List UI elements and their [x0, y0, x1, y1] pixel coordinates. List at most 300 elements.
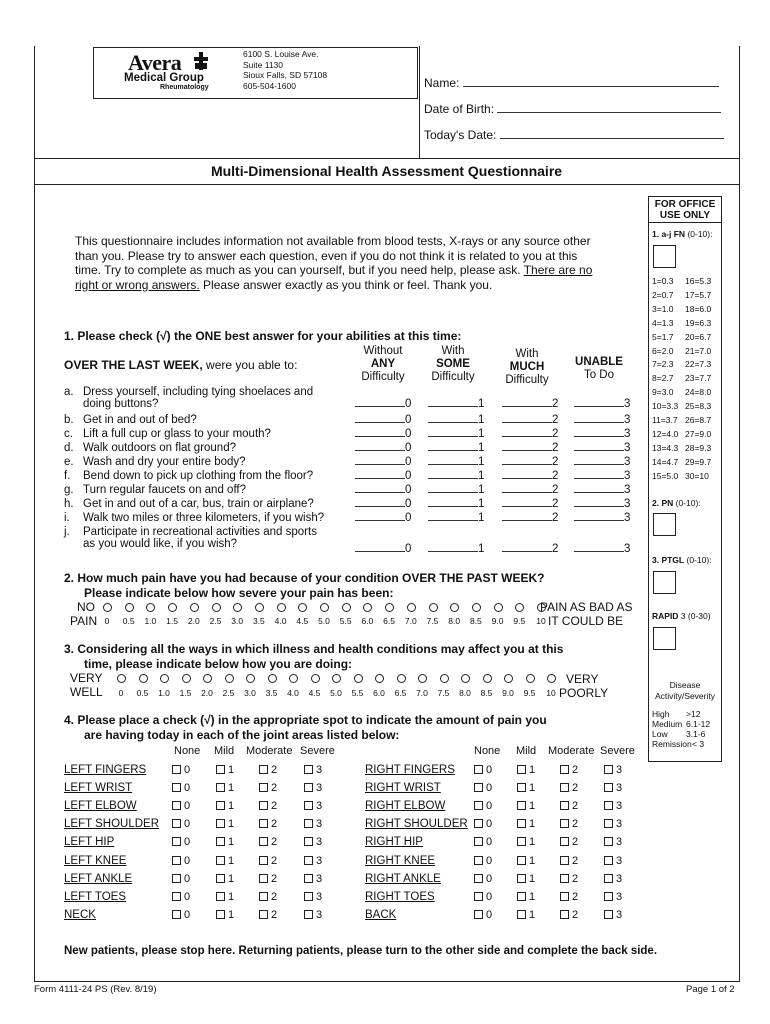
- option-value: 0: [184, 800, 191, 813]
- severity-row: [652, 719, 722, 729]
- answer-h-0[interactable]: [355, 498, 411, 510]
- option-value: 0: [486, 854, 493, 867]
- joint-left-option-0[interactable]: [172, 800, 190, 812]
- joint-left-option-1[interactable]: [216, 764, 234, 776]
- q3-value-label: 1.5: [179, 688, 192, 698]
- answer-score: 2: [552, 470, 559, 482]
- answer-c-3[interactable]: [574, 428, 630, 440]
- option-value: 0: [486, 908, 493, 921]
- q3-option-0[interactable]: [117, 674, 126, 683]
- q2-option-9.0[interactable]: [494, 603, 503, 612]
- q3-option-7.0[interactable]: [418, 674, 427, 683]
- answer-g-1[interactable]: [428, 484, 484, 496]
- checkbox: [216, 856, 225, 865]
- option-value: 3: [616, 818, 623, 831]
- q2-value-label: 0.5: [122, 616, 135, 626]
- joint-left-option-0[interactable]: [172, 818, 190, 830]
- clinic-address: 6100 S. Louise Ave. Suite 1130 Sioux Falls, SD 57108 605-504-1600: [243, 49, 328, 91]
- checkbox: [259, 910, 268, 919]
- checkbox: [604, 856, 613, 865]
- office-use-panel: [648, 196, 722, 762]
- answer-blank: [502, 436, 552, 437]
- q3-option-8.0[interactable]: [461, 674, 470, 683]
- joint-right-option-2[interactable]: [560, 782, 578, 794]
- joint-right-option-1[interactable]: [517, 818, 535, 830]
- q3-option-3.5[interactable]: [268, 674, 277, 683]
- answer-f-1[interactable]: [428, 470, 484, 482]
- joint-right-option-1[interactable]: [517, 855, 535, 867]
- pn-score-box[interactable]: [653, 513, 676, 536]
- q2-option-1.5[interactable]: [168, 603, 177, 612]
- conversion-left: 15=5.0: [652, 470, 679, 481]
- item-text: Lift a full cup or glass to your mouth?: [83, 428, 271, 440]
- conversion-left: 3=1.0: [652, 303, 674, 314]
- conversion-right: 29=9.7: [685, 456, 712, 467]
- q3-option-4.0[interactable]: [289, 674, 298, 683]
- joint-left-option-1[interactable]: [216, 818, 234, 830]
- answer-e-3[interactable]: [574, 456, 630, 468]
- answer-f-3[interactable]: [574, 470, 630, 482]
- answer-g-2[interactable]: [502, 484, 558, 496]
- answer-score: 0: [405, 456, 412, 468]
- checkbox: [259, 819, 268, 828]
- answer-score: 1: [478, 543, 485, 555]
- joint-right-option-2[interactable]: [560, 873, 578, 885]
- pn-label: 2. PN (0-10):: [652, 498, 701, 508]
- answer-f-0[interactable]: [355, 470, 411, 482]
- answer-e-1[interactable]: [428, 456, 484, 468]
- answer-d-2[interactable]: [502, 442, 558, 454]
- answer-a-2[interactable]: [502, 398, 558, 410]
- checkbox: [560, 819, 569, 828]
- q3-option-1.5[interactable]: [182, 674, 191, 683]
- q2-option-0[interactable]: [103, 603, 112, 612]
- answer-score: 1: [478, 442, 485, 454]
- option-value: 3: [316, 818, 323, 831]
- answer-j-0[interactable]: [355, 543, 411, 555]
- answer-b-3[interactable]: [574, 414, 630, 426]
- joint-right-option-3[interactable]: [604, 836, 622, 848]
- joint-right-option-1[interactable]: [517, 873, 535, 885]
- q2-option-4.0[interactable]: [277, 603, 286, 612]
- joint-right-option-2[interactable]: [560, 818, 578, 830]
- q1-item-e: [64, 456, 246, 468]
- joint-left-option-0[interactable]: [172, 855, 190, 867]
- joint-left-option-1[interactable]: [216, 909, 234, 921]
- joint-right-option-1[interactable]: [517, 836, 535, 848]
- item-letter: i.: [64, 512, 70, 524]
- answer-c-1[interactable]: [428, 428, 484, 440]
- answer-score: 0: [405, 398, 412, 410]
- joint-right-option-1[interactable]: [517, 909, 535, 921]
- q2-subtitle: Please indicate below how severe your pain has been:: [84, 586, 394, 600]
- item-text-cont: doing buttons?: [83, 398, 159, 410]
- q3-value-label: 8.5: [480, 688, 493, 698]
- q2-option-5.5[interactable]: [342, 603, 351, 612]
- answer-e-2[interactable]: [502, 456, 558, 468]
- item-text: Walk two miles or three kilometers, if you wish?: [83, 512, 325, 524]
- answer-d-1[interactable]: [428, 442, 484, 454]
- q2-option-6.0[interactable]: [363, 603, 372, 612]
- item-letter: f.: [64, 470, 71, 482]
- header-bottom-line: [34, 158, 740, 159]
- q1-item-h: [64, 498, 314, 510]
- q3-option-8.5[interactable]: [483, 674, 492, 683]
- q1-item-f: [64, 470, 313, 482]
- q2-option-0.5[interactable]: [125, 603, 134, 612]
- option-value: 1: [228, 782, 235, 795]
- q3-value-label: 5.5: [351, 688, 364, 698]
- option-value: 3: [616, 782, 623, 795]
- q3-option-2.0[interactable]: [203, 674, 212, 683]
- answer-blank: [428, 492, 478, 493]
- answer-score: 1: [478, 498, 485, 510]
- answer-g-0[interactable]: [355, 484, 411, 496]
- joint-right-option-3[interactable]: [604, 873, 622, 885]
- joint-left-option-2[interactable]: [259, 873, 277, 885]
- q3-option-5.5[interactable]: [354, 674, 363, 683]
- conversion-right: 16=5.3: [685, 276, 712, 286]
- q2-option-8.5[interactable]: [472, 603, 481, 612]
- q2-option-6.5[interactable]: [385, 603, 394, 612]
- q3-option-7.5[interactable]: [440, 674, 449, 683]
- conversion-left: 9=3.0: [652, 387, 674, 398]
- joint-left-option-0[interactable]: [172, 891, 190, 903]
- joint-left-option-0[interactable]: [172, 782, 190, 794]
- joint-right-option-0[interactable]: [474, 836, 492, 848]
- q2-option-10[interactable]: [537, 603, 546, 612]
- checkbox: [216, 783, 225, 792]
- col-header-2: With MUCH Difficulty: [505, 348, 549, 386]
- joint-left-option-3[interactable]: [304, 764, 322, 776]
- joint-right-option-0[interactable]: [474, 800, 492, 812]
- option-value: 3: [316, 890, 323, 903]
- answer-a-0[interactable]: [355, 398, 411, 410]
- conversion-right: 22=7.3: [685, 359, 712, 370]
- answer-j-3[interactable]: [574, 543, 630, 555]
- joint-left-option-1[interactable]: [216, 836, 234, 848]
- answer-blank: [502, 450, 552, 451]
- q3-option-0.5[interactable]: [139, 674, 148, 683]
- bottom-border: [34, 981, 740, 982]
- q3-value-label: 1.0: [158, 688, 170, 698]
- joint-left-option-1[interactable]: [216, 800, 234, 812]
- joint-left-option-0[interactable]: [172, 764, 190, 776]
- joint-right-option-1[interactable]: [517, 764, 535, 776]
- q2-option-3.5[interactable]: [255, 603, 264, 612]
- checkbox: [304, 765, 313, 774]
- joint-right-option-1[interactable]: [517, 800, 535, 812]
- answer-blank: [355, 406, 405, 407]
- checkbox: [304, 874, 313, 883]
- today-date-field[interactable]: Today's Date:: [424, 128, 724, 142]
- answer-g-3[interactable]: [574, 484, 630, 496]
- joint-right-option-2[interactable]: [560, 800, 578, 812]
- answer-j-1[interactable]: [428, 543, 484, 555]
- option-value: 1: [228, 908, 235, 921]
- q2-option-9.5[interactable]: [515, 603, 524, 612]
- answer-score: 2: [552, 512, 559, 524]
- q1-item-c: [64, 428, 271, 440]
- q1-title: 1. Please check (√) the ONE best answer for your abilities at this time:: [64, 329, 462, 343]
- q2-option-2.5[interactable]: [212, 603, 221, 612]
- joint-left-option-2[interactable]: [259, 836, 277, 848]
- item-letter: c.: [64, 428, 73, 440]
- q2-value-label: 5.5: [339, 616, 352, 626]
- option-value: 0: [486, 890, 493, 903]
- q2-option-4.5[interactable]: [298, 603, 307, 612]
- option-value: 3: [616, 836, 623, 849]
- q3-option-2.5[interactable]: [225, 674, 234, 683]
- joint-right-option-3[interactable]: [604, 909, 622, 921]
- checkbox: [604, 819, 613, 828]
- q3-option-5.0[interactable]: [332, 674, 341, 683]
- answer-score: 1: [478, 398, 485, 410]
- option-value: 1: [529, 818, 536, 831]
- checkbox: [259, 801, 268, 810]
- joint-right-option-3[interactable]: [604, 818, 622, 830]
- checkbox: [560, 856, 569, 865]
- joint-left-option-1[interactable]: [216, 782, 234, 794]
- joint-left-option-3[interactable]: [304, 800, 322, 812]
- joint-left-option-0[interactable]: [172, 873, 190, 885]
- q3-option-9.0[interactable]: [504, 674, 513, 683]
- joint-right-option-1[interactable]: [517, 782, 535, 794]
- answer-h-2[interactable]: [502, 498, 558, 510]
- answer-c-2[interactable]: [502, 428, 558, 440]
- answer-blank: [574, 464, 624, 465]
- conversion-left: 10=3.3: [652, 401, 679, 412]
- page-title: Multi-Dimensional Health Assessment Questionnaire: [210, 163, 563, 179]
- joint-left-option-2[interactable]: [259, 855, 277, 867]
- checkbox: [560, 837, 569, 846]
- q2-value-label: 2.0: [187, 616, 200, 626]
- joint-label-left: LEFT WRIST: [64, 782, 133, 795]
- checkbox: [517, 874, 526, 883]
- conversion-right: 18=6.0: [685, 303, 712, 314]
- q3-left-top: VERY: [70, 671, 103, 685]
- answer-i-2[interactable]: [502, 512, 558, 524]
- joint-left-option-2[interactable]: [259, 800, 277, 812]
- answer-j-2[interactable]: [502, 543, 558, 555]
- joint-left-option-1[interactable]: [216, 873, 234, 885]
- answer-blank: [428, 422, 478, 423]
- answer-blank: [574, 551, 624, 552]
- q2-left-top: NO: [77, 600, 95, 614]
- joint-left-option-3[interactable]: [304, 891, 322, 903]
- severity-range: >12: [686, 709, 701, 719]
- answer-a-1[interactable]: [428, 398, 484, 410]
- answer-b-1[interactable]: [428, 414, 484, 426]
- joint-right-option-0[interactable]: [474, 818, 492, 830]
- q2-option-7.0[interactable]: [407, 603, 416, 612]
- answer-h-1[interactable]: [428, 498, 484, 510]
- joint-right-option-2[interactable]: [560, 836, 578, 848]
- joint-left-option-1[interactable]: [216, 855, 234, 867]
- answer-score: 2: [552, 456, 559, 468]
- checkbox: [259, 874, 268, 883]
- q3-left-bottom: WELL: [70, 685, 103, 699]
- fn-conversion-table: [652, 275, 722, 484]
- answer-i-3[interactable]: [574, 512, 630, 524]
- checkbox: [474, 783, 483, 792]
- option-value: 0: [486, 836, 493, 849]
- answer-i-0[interactable]: [355, 512, 411, 524]
- joint-right-option-2[interactable]: [560, 855, 578, 867]
- q3-value-label: 0: [118, 688, 124, 698]
- fn-score-box[interactable]: [653, 245, 676, 268]
- q2-option-8.0[interactable]: [450, 603, 459, 612]
- q2-value-label: 5.0: [318, 616, 330, 626]
- item-letter: e.: [64, 456, 74, 468]
- q2-option-3.0[interactable]: [233, 603, 242, 612]
- joint-right-option-2[interactable]: [560, 764, 578, 776]
- answer-score: 3: [624, 498, 631, 510]
- joint-left-option-2[interactable]: [259, 764, 277, 776]
- joint-right-option-2[interactable]: [560, 891, 578, 903]
- name-field[interactable]: Name:: [424, 76, 719, 90]
- q2-option-1.0[interactable]: [146, 603, 155, 612]
- answer-i-1[interactable]: [428, 512, 484, 524]
- checkbox: [560, 801, 569, 810]
- answer-d-3[interactable]: [574, 442, 630, 454]
- option-value: 1: [529, 890, 536, 903]
- conversion-left: 4=1.3: [652, 317, 674, 328]
- joint-left-option-1[interactable]: [216, 891, 234, 903]
- q2-option-2.0[interactable]: [190, 603, 199, 612]
- logo-group: Medical Group: [124, 72, 204, 84]
- answer-blank: [502, 506, 552, 507]
- joint-label-right: RIGHT WRIST: [365, 782, 441, 795]
- q2-right-top: PAIN AS BAD AS: [540, 600, 633, 614]
- answer-score: 3: [624, 512, 631, 524]
- item-letter: g.: [64, 484, 74, 496]
- checkbox: [172, 801, 181, 810]
- joint-right-option-0[interactable]: [474, 764, 492, 776]
- answer-blank: [574, 492, 624, 493]
- answer-f-2[interactable]: [502, 470, 558, 482]
- conversion-left: 1=0.3: [652, 276, 674, 286]
- option-value: 3: [316, 836, 323, 849]
- joint-right-option-3[interactable]: [604, 764, 622, 776]
- option-value: 0: [184, 836, 191, 849]
- option-value: 1: [228, 800, 235, 813]
- q2-value-label: 4.0: [274, 616, 287, 626]
- joint-right-option-2[interactable]: [560, 909, 578, 921]
- q3-option-10[interactable]: [547, 674, 556, 683]
- joint-left-option-2[interactable]: [259, 909, 277, 921]
- conversion-right: 27=9.0: [685, 428, 712, 439]
- conversion-row: [652, 386, 722, 400]
- option-value: 2: [572, 872, 579, 885]
- q1-item-i: [64, 512, 324, 524]
- item-text: Turn regular faucets on and off?: [83, 484, 247, 496]
- joint-left-option-0[interactable]: [172, 836, 190, 848]
- q2-right-bottom: IT COULD BE: [548, 614, 624, 628]
- option-value: 0: [486, 872, 493, 885]
- joint-left-option-3[interactable]: [304, 873, 322, 885]
- dob-field[interactable]: Date of Birth:: [424, 102, 721, 116]
- checkbox: [172, 910, 181, 919]
- answer-score: 2: [552, 484, 559, 496]
- joint-left-option-2[interactable]: [259, 818, 277, 830]
- joint-left-option-2[interactable]: [259, 891, 277, 903]
- rapid-score-box[interactable]: [653, 627, 676, 650]
- q2-option-5.0[interactable]: [320, 603, 329, 612]
- answer-h-3[interactable]: [574, 498, 630, 510]
- joint-right-option-1[interactable]: [517, 891, 535, 903]
- conversion-left: 11=3.7: [652, 415, 678, 426]
- q2-option-7.5[interactable]: [429, 603, 438, 612]
- joint-left-option-3[interactable]: [304, 836, 322, 848]
- q3-value-label: 9.0: [502, 688, 514, 698]
- answer-b-0[interactable]: [355, 414, 411, 426]
- q3-option-1.0[interactable]: [160, 674, 169, 683]
- q3-option-6.0[interactable]: [375, 674, 384, 683]
- answer-blank: [428, 450, 478, 451]
- q3-option-3.0[interactable]: [246, 674, 255, 683]
- joint-left-option-3[interactable]: [304, 818, 322, 830]
- joint-left-option-0[interactable]: [172, 909, 190, 921]
- conversion-right: 19=6.3: [685, 317, 712, 328]
- page-number: Page 1 of 2: [686, 984, 735, 995]
- q3-right-top: VERY: [566, 672, 599, 686]
- option-value: 3: [616, 764, 623, 776]
- conversion-left: 5=1.7: [652, 331, 674, 342]
- q3-option-9.5[interactable]: [526, 674, 535, 683]
- joint-label-right: BACK: [365, 908, 397, 921]
- joint-left-option-3[interactable]: [304, 909, 322, 921]
- right-header-1: Mild: [516, 745, 537, 757]
- joint-right-option-0[interactable]: [474, 782, 492, 794]
- joint-left-option-2[interactable]: [259, 782, 277, 794]
- left-header-1: Mild: [214, 745, 235, 757]
- joint-left-option-3[interactable]: [304, 782, 322, 794]
- q3-value-label: 6.5: [394, 688, 407, 698]
- answer-e-0[interactable]: [355, 456, 411, 468]
- conversion-row: [652, 456, 722, 470]
- conversion-right: 25=8.3: [685, 401, 712, 412]
- joint-right-option-0[interactable]: [474, 855, 492, 867]
- answer-d-0[interactable]: [355, 442, 411, 454]
- answer-b-2[interactable]: [502, 414, 558, 426]
- joint-right-option-3[interactable]: [604, 782, 622, 794]
- conversion-row: [652, 470, 722, 484]
- q3-option-4.5[interactable]: [311, 674, 320, 683]
- joint-left-option-3[interactable]: [304, 855, 322, 867]
- q3-option-6.5[interactable]: [397, 674, 406, 683]
- answer-a-3[interactable]: [574, 398, 630, 410]
- joint-right-option-3[interactable]: [604, 891, 622, 903]
- q2-value-label: 1.0: [144, 616, 157, 626]
- right-header-2: Moderate: [548, 745, 595, 757]
- option-value: 2: [572, 854, 579, 867]
- joint-label-left: LEFT KNEE: [64, 854, 127, 867]
- joint-right-option-0[interactable]: [474, 909, 492, 921]
- option-value: 1: [529, 908, 536, 921]
- answer-score: 3: [624, 414, 631, 426]
- ptgl-score-box[interactable]: [653, 571, 676, 594]
- answer-c-0[interactable]: [355, 428, 411, 440]
- joint-right-option-3[interactable]: [604, 855, 622, 867]
- checkbox: [304, 801, 313, 810]
- q2-value-label: 8.5: [469, 616, 482, 626]
- joint-right-option-3[interactable]: [604, 800, 622, 812]
- joint-right-option-0[interactable]: [474, 873, 492, 885]
- joint-right-option-0[interactable]: [474, 891, 492, 903]
- answer-blank: [355, 506, 405, 507]
- joint-label-right: RIGHT SHOULDER: [365, 818, 468, 831]
